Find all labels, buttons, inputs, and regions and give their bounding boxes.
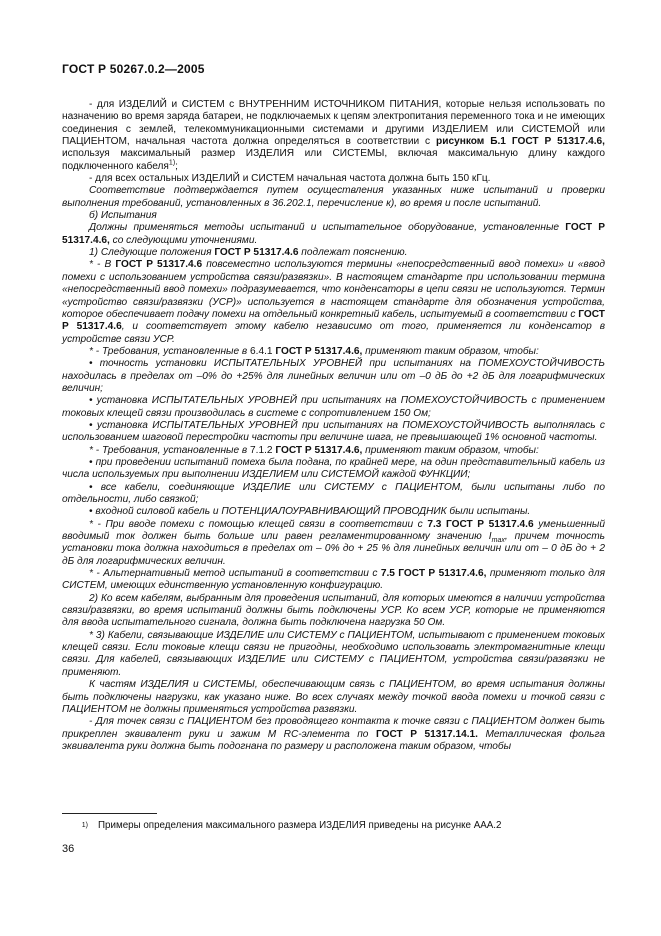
list-item: • установка ИСПЫТАТЕЛЬНЫХ УРОВНЕЙ при испытаниях на ПОМЕХОУСТОЙЧИВОСТЬ выполнялась с использованием шаговой перестройки частоты при величине шага, не превышающей 1% основной частоты. (62, 419, 605, 444)
paragraph: * - Требования, установленные в 6.4.1 ГОСТ Р 51317.4.6, применяют таким образом, чтобы: (89, 345, 539, 357)
paragraph: * - Альтернативный метод испытаний в соответствии с 7.5 ГОСТ Р 51317.4.6, применяют только для СИСТЕМ, имеющих единственную установленную конфигурацию. (62, 568, 605, 592)
paragraph: * - В ГОСТ Р 51317.4.6 повсеместно используются термины «непосредственный ввод помехи» и «ввод помехи с использованием устройства связи/развязки». В настоящем стандарте при использовании термина «непосредственный ввод помехи» подразумевается, что конденсаторы в цепи связи не используются. Термин «устройство связи/развязки (УСР)» используется в настоящем стандарте для обозначения устройства, которое обеспечивает подачу помехи на отдельный конкретный кабель, испытуемый в соответствии с ГОСТ Р 51317.4.6, и соответствует этому кабелю независимо от того, применяется ли конденсатор в устройстве связи УСР. (62, 259, 605, 345)
paragraph: - Для точек связи с ПАЦИЕНТОМ без проводящего контакта к точке связи с ПАЦИЕНТОМ должен быть прикреплен эквивалент руки и зажим М RC-элемента по ГОСТ Р 51317.14.1. Металлическая фольга эквивалента руки должна быть подогнана по размеру и расположена таким образом, чтобы (62, 716, 606, 752)
footnote-divider (62, 813, 157, 814)
list-item: • входной силовой кабель и ПОТЕНЦИАЛОУРАВНИВАЮЩИЙ ПРОВОДНИК были испытаны. (89, 506, 531, 518)
document-body (62, 99, 605, 753)
list-item: • точность установки ИСПЫТАТЕЛЬНЫХ УРОВНЕЙ при испытаниях на ПОМЕХОУСТОЙЧИВОСТЬ находилась в пределах от –0% до +25% для линейных величин или от –0 дБ до +2 дБ для логарифмических величин; (62, 358, 605, 394)
paragraph: 1) Следующие положения ГОСТ Р 51317.4.6 подлежат пояснению. (89, 247, 408, 259)
list-item: • установка ИСПЫТАТЕЛЬНЫХ УРОВНЕЙ при испытаниях на ПОМЕХОУСТОЙЧИВОСТЬ с применением токовых клещей связи производилась в системе с сопротивлением 150 Ом; (62, 395, 605, 419)
footnote-mark: 1) (81, 822, 88, 829)
paragraph: - для ИЗДЕЛИЙ и СИСТЕМ с ВНУТРЕННИМ ИСТОЧНИКОМ ПИТАНИЯ, которые нельзя использовать по назначению во время заряда батареи, не подключаемых к цепям электропитания переменного тока и не имеющих соединения с землей, телекоммуникационными системами и другими ИЗДЕЛИЕМ или СИСТЕМОЙ или ПАЦИЕНТОМ, начальная частота должна определяться в соответствии с рисунком Б.1 ГОСТ Р 51317.4.6, используя максимальный размер ИЗДЕЛИЯ или СИСТЕМЫ, включая максимальную длину каждого подключенного кабеля$^{1)}$; (62, 99, 605, 172)
paragraph: * 3) Кабели, связывающие ИЗДЕЛИЕ или СИСТЕМУ с ПАЦИЕНТОМ, испытывают с применением токовых клещей связи. Если токовые клещи связи не пригодны, необходимо использовать электромагнитные клещи связи. Для кабелей, связывающих ИЗДЕЛИЕ или СИСТЕМУ с ПАЦИЕНТОМ, устройства связи/развязки не применяют. (62, 629, 605, 678)
document-header: ГОСТ Р 50267.0.2—2005 (62, 62, 205, 76)
paragraph: К частям ИЗДЕЛИЯ и СИСТЕМЫ, обеспечивающим связь с ПАЦИЕНТОМ, во время испытания должны быть подключены нагрузки, как указано ниже. Во всех случаях между точкой ввода помехи и точкой связи с ПАЦИЕНТОМ не должны применяться устройства развязки. (62, 679, 605, 715)
paragraph: 2) Ко всем кабелям, выбранным для проведения испытаний, для которых имеются в наличии устройства связи/развязки, во время испытаний должны быть подключены УСР. Ко всем УСР, которые не применяются для ввода испытательного сигнала, должна быть подключена нагрузка 50 Ом. (62, 592, 605, 629)
footnote (62, 820, 605, 832)
paragraph: * - При вводе помехи с помощью клещей связи в соответствии с 7.3 ГОСТ Р 51317.4.6 уменьшенный вводимый ток должен быть больше или равен регламентированному значению $I_{max}$, причем точность установки тока должна находиться в пределах от – 0% до + 25 % для линейных величин или от – 0 дБ до + 2 дБ для логарифмических величин. (62, 518, 605, 567)
paragraph: Соответствие подтверждается путем осуществления указанных ниже испытаний и проверки выполнения требований, установленных в 36.202.1, перечисление к), во время и после испытаний. (62, 185, 605, 209)
footnote-text: Примеры определения максимального размера ИЗДЕЛИЯ приведены на рисунке ААА.2 (98, 820, 502, 831)
list-item: • все кабели, соединяющие ИЗДЕЛИЕ или СИСТЕМУ с ПАЦИЕНТОМ, были испытаны либо по отдельности, либо связкой; (62, 481, 605, 505)
paragraph: * - Требования, установленные в 7.1.2 ГОСТ Р 51317.4.6, применяют таким образом, чтобы: (89, 444, 539, 456)
list-item: • при проведении испытаний помеха была подана, по крайней мере, на один представительный кабель из числа используемых при выполнении ИЗДЕЛИЕМ или СИСТЕМОЙ каждой ФУНКЦИИ; (62, 456, 605, 481)
section-heading: б) Испытания (89, 210, 157, 222)
page-number: 36 (62, 843, 75, 855)
footnote-ref: 1) (168, 159, 176, 167)
paragraph: - для всех остальных ИЗДЕЛИЙ и СИСТЕМ начальная частота должна быть 150 кГц. (89, 173, 491, 185)
paragraph: Должны применяться методы испытаний и испытательное оборудование, установленные ГОСТ Р 51317.4.6, со следующими уточнениями. (62, 222, 605, 246)
